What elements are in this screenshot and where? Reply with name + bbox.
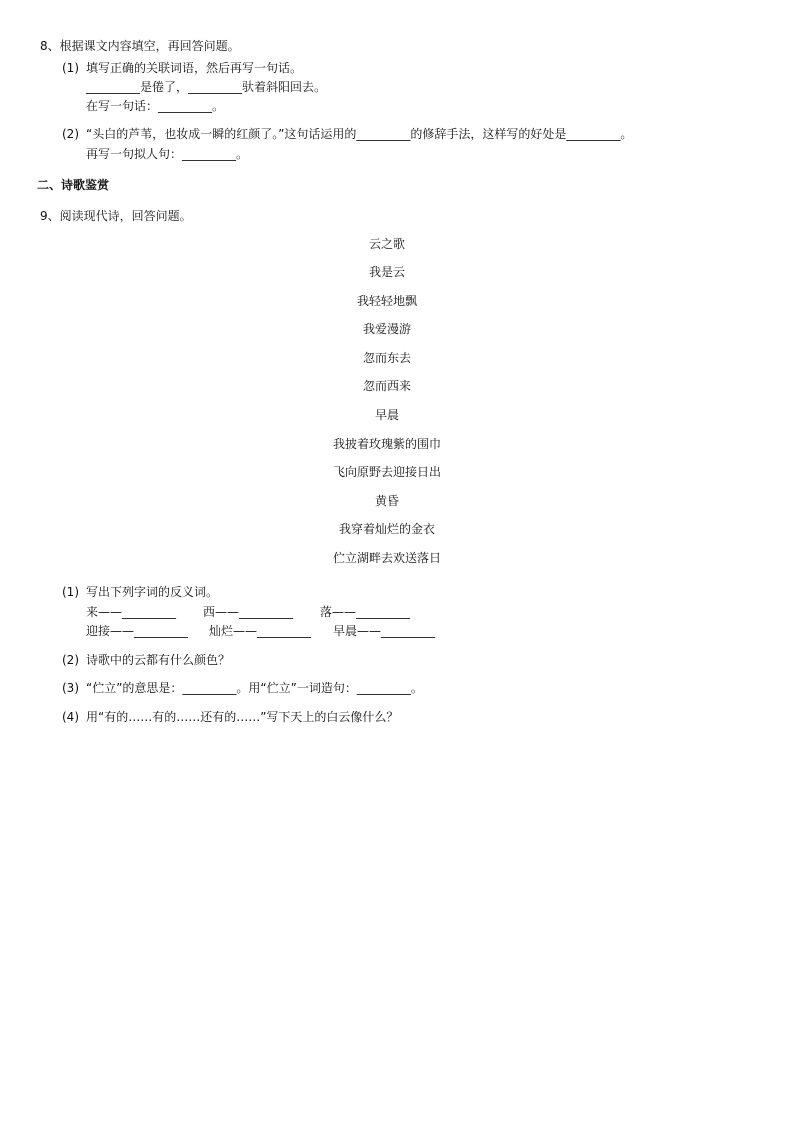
question-8-sub2-write-line: 再写一句拟人句：_________。 <box>86 147 249 161</box>
antonym-item: 来——_________ <box>86 605 177 619</box>
antonym-item: 早晨——_________ <box>333 624 436 638</box>
poem-title: 云之歌 <box>368 237 405 251</box>
poem-line: 我轻轻地飘 <box>356 294 417 308</box>
question-9-sub2-number: (2) <box>62 653 79 667</box>
poem-line: 我穿着灿烂的金衣 <box>338 522 435 536</box>
poem-line: 黄昏 <box>374 494 399 508</box>
question-9-sub3-text: “伫立”的意思是：_________。用“伫立”一词造句：_________。 <box>86 681 423 695</box>
question-8-sub2-text: “头白的芦苇，也妆成一瞬的红颜了。”这句话运用的_________的修辞手法，这样写的好处是_________。 <box>86 127 633 141</box>
poem-line: 早晨 <box>374 408 399 422</box>
poem-line: 我爱漫游 <box>362 322 411 336</box>
question-8-sub1-number: (1) <box>62 61 79 75</box>
antonym-item: 西——_________ <box>203 605 294 619</box>
poem-line: 我是云 <box>368 265 405 279</box>
question-8-sub2-number: (2) <box>62 127 79 141</box>
poem-line: 飞向原野去迎接日出 <box>332 465 441 479</box>
question-8-stem: 8、根据课文内容填空，再回答问题。 <box>40 39 240 53</box>
poem-line: 忽而东去 <box>362 351 411 365</box>
poem-line: 我披着玫瑰紫的围巾 <box>332 437 441 451</box>
poem-line: 伫立湖畔去欢送落日 <box>332 551 441 565</box>
antonym-item: 迎接——_________ <box>86 624 189 638</box>
section-heading-poetry: 二、诗歌鉴赏 <box>37 178 110 192</box>
question-8-sub1-write-line: 在写一句话：_________。 <box>86 99 225 113</box>
question-9-sub4-text: 用“有的……有的……还有的……”写下天上的白云像什么？ <box>86 710 399 724</box>
question-9-sub1-number: (1) <box>62 585 79 599</box>
poem-line: 忽而西来 <box>362 379 411 393</box>
question-9-sub3-number: (3) <box>62 681 79 695</box>
question-8-sub1-fill-line: _________是倦了，_________驮着斜阳回去。 <box>86 80 327 94</box>
question-9-stem: 9、阅读现代诗，回答问题。 <box>40 209 192 223</box>
question-9-sub1-text: 写出下列字词的反义词。 <box>86 585 219 599</box>
question-9-sub2-text: 诗歌中的云都有什么颜色？ <box>86 653 231 667</box>
question-9-sub4-number: (4) <box>62 710 79 724</box>
antonym-item: 落——_________ <box>320 605 411 619</box>
antonym-item: 灿烂——_________ <box>209 624 312 638</box>
question-8-sub1-text: 填写正确的关联词语，然后再写一句话。 <box>86 61 303 75</box>
